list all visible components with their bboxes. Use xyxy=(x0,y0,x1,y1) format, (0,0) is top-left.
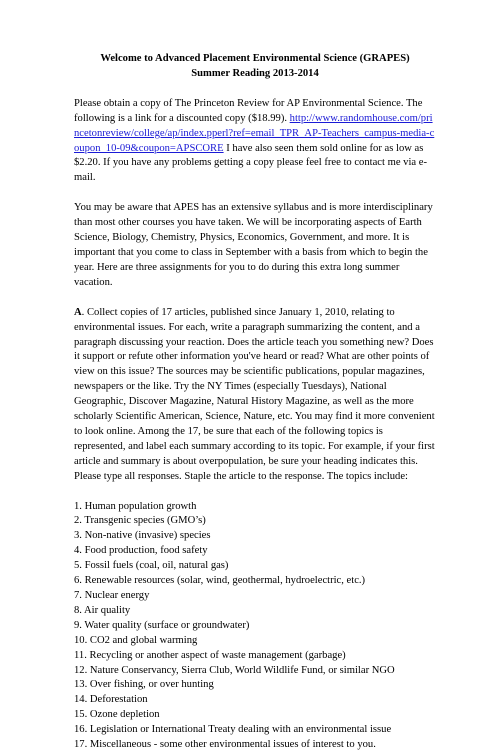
syllabus-paragraph: You may be aware that APES has an extensive syllabus and is more interdisciplinary than most other courses you have taken. We will be incorporating aspects of Earth Science, Biology, Chemistry, Physics, Economics, Government, and more. It is important that you come to class in September with a basis from which to begin the year. Here are three assignments for you to do during this extra long summer vacation. xyxy=(74,202,433,288)
assignment-a-paragraph xyxy=(74,306,436,485)
list-item: 5. Fossil fuels (coal, oil, natural gas) xyxy=(74,560,229,572)
list-item: 12. Nature Conservancy, Sierra Club, World Wildlife Fund, or similar NGO xyxy=(74,664,395,676)
list-item: 3. Non-native (invasive) species xyxy=(74,530,211,542)
list-item: 1. Human population growth xyxy=(74,500,197,512)
list-item: 10. CO2 and global warming xyxy=(74,634,198,646)
topic-list xyxy=(74,500,436,753)
list-item: 17. Miscellaneous - some other environmental issues of interest to you. xyxy=(74,739,376,751)
document-body xyxy=(74,52,436,753)
list-item: 11. Recycling or another aspect of waste management (garbage) xyxy=(74,649,346,661)
document-title: Welcome to Advanced Placement Environmental Science (GRAPES) xyxy=(100,53,410,64)
list-item: 16. Legislation or International Treaty dealing with an environmental issue xyxy=(74,724,392,736)
intro-paragraph xyxy=(74,97,436,186)
list-item: 15. Ozone depletion xyxy=(74,709,160,721)
document-subtitle: Summer Reading 2013-2014 xyxy=(191,67,319,79)
list-item: 7. Nuclear energy xyxy=(74,590,150,601)
list-item: 13. Over fishing, or over hunting xyxy=(74,679,214,691)
list-item: 6. Renewable resources (solar, wind, geothermal, hydroelectric, etc.) xyxy=(74,575,366,587)
list-item: 8. Air quality xyxy=(74,604,131,616)
discount-link[interactable]: http://www.randomhouse.com/princetonreview/college/ap/index.pperl?ref=email_TPR_AP-Teachers_campus-media-coupon_10-09&coupon=APSCORE xyxy=(74,112,435,154)
assignment-a-label: A xyxy=(74,306,82,318)
list-item: 4. Food production, food safety xyxy=(74,545,208,557)
assignment-a-text: . Collect copies of 17 articles, published since January 1, 2010, relating to environmental issues. For each, write a paragraph summarizing the content, and a paragraph discussing your reaction. Does the article teach you something new? Does it support or refute other information you've heard or read? What are other points of view on this issue? The sources may be scientific publications, popular magazines, newspapers or the like. Try the NY Times (especially Tuesdays), National Geographic, Discover Magazine, Natural History Magazine, as well as the more scholarly Scientific American, Science, Nature, etc. You may find it more convenient to look online. Among the 17, be sure that each of the following topics is represented, and label each summary according to its topic. For example, if your first article and summary is about overpopulation, be sure your heading indicates this. Please type all responses. Staple the article to the response. The topics include: xyxy=(74,306,435,482)
list-item: 14. Deforestation xyxy=(74,694,148,706)
list-item: 2. Transgenic species (GMO’s) xyxy=(74,515,206,527)
intro-text: Please obtain a copy of The Princeton Review for AP Environmental Science. The following is a link for a discounted copy ($18.99). xyxy=(74,97,423,124)
list-item: 9. Water quality (surface or groundwater) xyxy=(74,619,250,631)
intro-text-after: I have also seen them sold online for as low as $2.20. If you have any problems getting a copy please feel free to contact me via e-mail. xyxy=(74,142,427,184)
